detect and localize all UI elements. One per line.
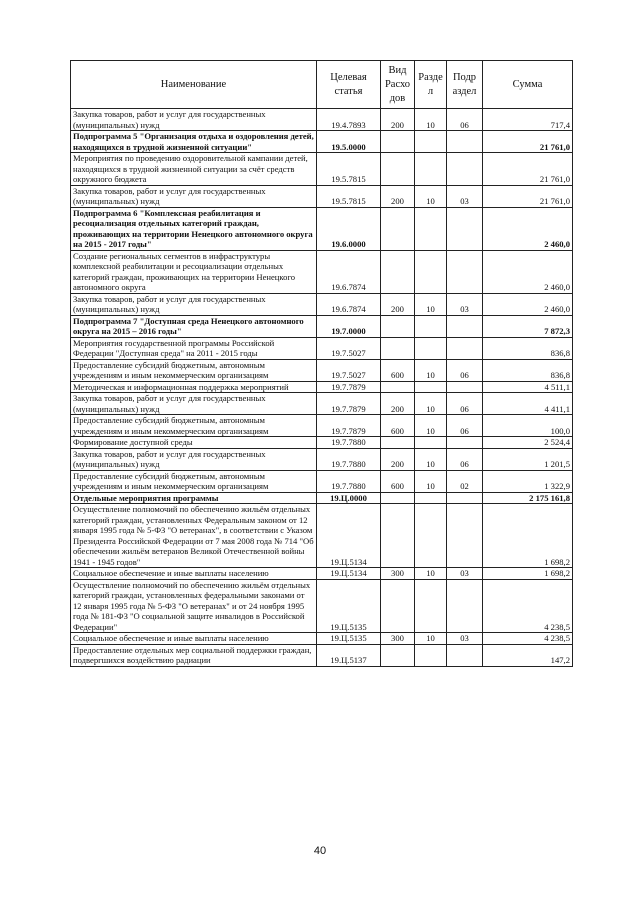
cell-subsection	[447, 492, 483, 504]
cell-section	[415, 153, 447, 186]
cell-kind	[381, 315, 415, 337]
cell-name: Мероприятия государственной программы Российской Федерации "Доступная среда" на 2011 - 2015 годы	[71, 337, 317, 359]
cell-target: 19.7.0000	[317, 315, 381, 337]
cell-sum: 1 698,2	[483, 504, 573, 568]
cell-section	[415, 644, 447, 666]
cell-name: Подпрограмма 5 "Организация отдыха и оздоровления детей, находящихся в трудной жизненной ситуации"	[71, 131, 317, 153]
cell-sum: 2 460,0	[483, 207, 573, 250]
cell-subsection	[447, 381, 483, 393]
table-header-row	[71, 61, 573, 109]
cell-subsection	[447, 644, 483, 666]
cell-target: 19.Ц.5137	[317, 644, 381, 666]
table-row	[71, 492, 573, 504]
cell-sum: 21 761,0	[483, 185, 573, 207]
cell-kind: 300	[381, 568, 415, 580]
table-row	[71, 381, 573, 393]
table-row	[71, 315, 573, 337]
cell-section: 10	[415, 185, 447, 207]
cell-name: Закупка товаров, работ и услуг для государственных (муниципальных) нужд	[71, 109, 317, 131]
cell-subsection: 06	[447, 359, 483, 381]
cell-section: 10	[415, 109, 447, 131]
cell-section	[415, 131, 447, 153]
cell-subsection: 06	[447, 415, 483, 437]
table-row	[71, 448, 573, 470]
cell-subsection	[447, 504, 483, 568]
cell-subsection: 06	[447, 109, 483, 131]
cell-subsection: 03	[447, 568, 483, 580]
header-sum: Сумма	[483, 61, 573, 109]
cell-kind	[381, 337, 415, 359]
header-kind: Вид Расхо дов	[381, 61, 415, 109]
cell-kind	[381, 153, 415, 186]
cell-target: 19.7.7880	[317, 437, 381, 449]
cell-subsection	[447, 315, 483, 337]
cell-target: 19.Ц.5134	[317, 568, 381, 580]
cell-name: Осуществление полномочий по обеспечению жильём отдельных категорий граждан, установленных федеральными законами от 12 января 1995 года № 5-ФЗ "О ветеранах" и от 24 ноября 1995 года № 181-ФЗ "О социальной защите инвалидов в Российской Федерации"	[71, 579, 317, 633]
table-row	[71, 337, 573, 359]
cell-target: 19.7.7879	[317, 381, 381, 393]
cell-section	[415, 315, 447, 337]
cell-target: 19.4.7893	[317, 109, 381, 131]
cell-subsection: 03	[447, 293, 483, 315]
cell-kind: 200	[381, 293, 415, 315]
cell-subsection	[447, 250, 483, 293]
cell-kind	[381, 250, 415, 293]
cell-kind	[381, 504, 415, 568]
cell-target: 19.6.7874	[317, 250, 381, 293]
cell-section	[415, 250, 447, 293]
cell-target: 19.7.5027	[317, 359, 381, 381]
cell-section	[415, 207, 447, 250]
cell-subsection: 03	[447, 633, 483, 645]
cell-name: Мероприятия по проведению оздоровительной кампании детей, находящихся в трудной жизненной ситуации за счёт средств окружного бюджета	[71, 153, 317, 186]
cell-target: 19.7.7879	[317, 393, 381, 415]
cell-subsection: 03	[447, 185, 483, 207]
cell-target: 19.5.7815	[317, 153, 381, 186]
cell-kind	[381, 644, 415, 666]
cell-kind	[381, 437, 415, 449]
cell-target: 19.7.7879	[317, 415, 381, 437]
cell-name: Предоставление отдельных мер социальной поддержки граждан, подвергшихся воздействию радиации	[71, 644, 317, 666]
cell-name: Социальное обеспечение и иные выплаты населению	[71, 568, 317, 580]
table-row	[71, 393, 573, 415]
cell-kind	[381, 579, 415, 633]
cell-target: 19.Ц.5135	[317, 633, 381, 645]
cell-name: Закупка товаров, работ и услуг для государственных (муниципальных) нужд	[71, 185, 317, 207]
cell-kind: 200	[381, 393, 415, 415]
table-row	[71, 579, 573, 633]
table-row	[71, 568, 573, 580]
cell-sum: 2 175 161,8	[483, 492, 573, 504]
cell-sum: 21 761,0	[483, 131, 573, 153]
cell-subsection	[447, 337, 483, 359]
cell-kind: 600	[381, 415, 415, 437]
table-row	[71, 109, 573, 131]
cell-section: 10	[415, 470, 447, 492]
cell-target: 19.Ц.5135	[317, 579, 381, 633]
table-row	[71, 131, 573, 153]
cell-target: 19.Ц.0000	[317, 492, 381, 504]
cell-section: 10	[415, 293, 447, 315]
table-row	[71, 293, 573, 315]
cell-target: 19.6.7874	[317, 293, 381, 315]
cell-kind: 600	[381, 359, 415, 381]
cell-subsection: 02	[447, 470, 483, 492]
header-section: Разде л	[415, 61, 447, 109]
cell-subsection	[447, 207, 483, 250]
cell-sum: 4 411,1	[483, 393, 573, 415]
cell-target: 19.5.7815	[317, 185, 381, 207]
cell-kind: 200	[381, 448, 415, 470]
cell-name: Формирование доступной среды	[71, 437, 317, 449]
cell-name: Закупка товаров, работ и услуг для государственных (муниципальных) нужд	[71, 448, 317, 470]
cell-section	[415, 492, 447, 504]
cell-kind	[381, 492, 415, 504]
cell-kind	[381, 131, 415, 153]
cell-section: 10	[415, 448, 447, 470]
cell-sum: 717,4	[483, 109, 573, 131]
cell-sum: 4 238,5	[483, 579, 573, 633]
table-row	[71, 185, 573, 207]
cell-sum: 2 460,0	[483, 250, 573, 293]
cell-sum: 21 761,0	[483, 153, 573, 186]
cell-target: 19.6.0000	[317, 207, 381, 250]
cell-target: 19.7.7880	[317, 448, 381, 470]
cell-section	[415, 579, 447, 633]
cell-name: Осуществление полномочий по обеспечению жильём отдельных категорий граждан, установленных Федеральным законом от 12 января 1995 года № 5-ФЗ "О ветеранах", в соответствии с Указом Президента Российской Федерации от 7 мая 2008 года № 714 "Об обеспечении жильём ветеранов Великой Отечественной войны 1941 - 1945 годов"	[71, 504, 317, 568]
cell-section	[415, 504, 447, 568]
table-row	[71, 644, 573, 666]
cell-sum: 836,8	[483, 359, 573, 381]
cell-subsection: 06	[447, 393, 483, 415]
cell-name: Подпрограмма 6 "Комплексная реабилитация и ресоциализация отдельных категорий граждан, проживающих на территории Ненецкого автономного округа на 2015 - 2017 годы"	[71, 207, 317, 250]
table-row	[71, 437, 573, 449]
cell-target: 19.7.5027	[317, 337, 381, 359]
table-row	[71, 153, 573, 186]
cell-kind: 600	[381, 470, 415, 492]
cell-sum: 2 524,4	[483, 437, 573, 449]
cell-name: Создание региональных сегментов в инфраструктуры комплексной реабилитации и ресоциализации отдельных категорий граждан, проживающих на территории Ненецкого автономного округа	[71, 250, 317, 293]
cell-sum: 836,8	[483, 337, 573, 359]
cell-kind: 300	[381, 633, 415, 645]
cell-name: Закупка товаров, работ и услуг для государственных (муниципальных) нужд	[71, 293, 317, 315]
cell-sum: 1 322,9	[483, 470, 573, 492]
cell-target: 19.5.0000	[317, 131, 381, 153]
cell-sum: 1 201,5	[483, 448, 573, 470]
cell-subsection	[447, 579, 483, 633]
cell-name: Предоставление субсидий бюджетным, автономным учреждениям и иным некоммерческим организациям	[71, 470, 317, 492]
cell-name: Подпрограмма 7 "Доступная среда Ненецкого автономного округа на 2015 – 2016 годы"	[71, 315, 317, 337]
cell-section: 10	[415, 633, 447, 645]
table-row	[71, 470, 573, 492]
table-body	[71, 109, 573, 667]
cell-section: 10	[415, 393, 447, 415]
budget-table	[70, 60, 573, 667]
header-target: Целевая статья	[317, 61, 381, 109]
cell-section: 10	[415, 359, 447, 381]
cell-sum: 100,0	[483, 415, 573, 437]
cell-sum: 7 872,3	[483, 315, 573, 337]
cell-kind: 200	[381, 185, 415, 207]
cell-kind: 200	[381, 109, 415, 131]
cell-name: Отдельные мероприятия программы	[71, 492, 317, 504]
table-row	[71, 633, 573, 645]
cell-sum: 1 698,2	[483, 568, 573, 580]
header-subsection: Подр аздел	[447, 61, 483, 109]
table-row	[71, 504, 573, 568]
cell-name: Социальное обеспечение и иные выплаты населению	[71, 633, 317, 645]
cell-name: Предоставление субсидий бюджетным, автономным учреждениям и иным некоммерческим организациям	[71, 359, 317, 381]
table-row	[71, 250, 573, 293]
cell-sum: 4 511,1	[483, 381, 573, 393]
cell-target: 19.7.7880	[317, 470, 381, 492]
table-row	[71, 415, 573, 437]
cell-section	[415, 381, 447, 393]
cell-section	[415, 437, 447, 449]
cell-subsection	[447, 131, 483, 153]
cell-section	[415, 337, 447, 359]
cell-sum: 2 460,0	[483, 293, 573, 315]
cell-subsection	[447, 153, 483, 186]
cell-section: 10	[415, 415, 447, 437]
cell-kind	[381, 207, 415, 250]
cell-section: 10	[415, 568, 447, 580]
cell-subsection: 06	[447, 448, 483, 470]
cell-sum: 147,2	[483, 644, 573, 666]
table-row	[71, 207, 573, 250]
table-row	[71, 359, 573, 381]
cell-target: 19.Ц.5134	[317, 504, 381, 568]
cell-sum: 4 238,5	[483, 633, 573, 645]
page-number: 40	[313, 845, 327, 857]
cell-name: Предоставление субсидий бюджетным, автономным учреждениям и иным некоммерческим организациям	[71, 415, 317, 437]
cell-kind	[381, 381, 415, 393]
cell-subsection	[447, 437, 483, 449]
cell-name: Методическая и информационная поддержка мероприятий	[71, 381, 317, 393]
cell-name: Закупка товаров, работ и услуг для государственных (муниципальных) нужд	[71, 393, 317, 415]
header-name: Наименование	[71, 61, 317, 109]
